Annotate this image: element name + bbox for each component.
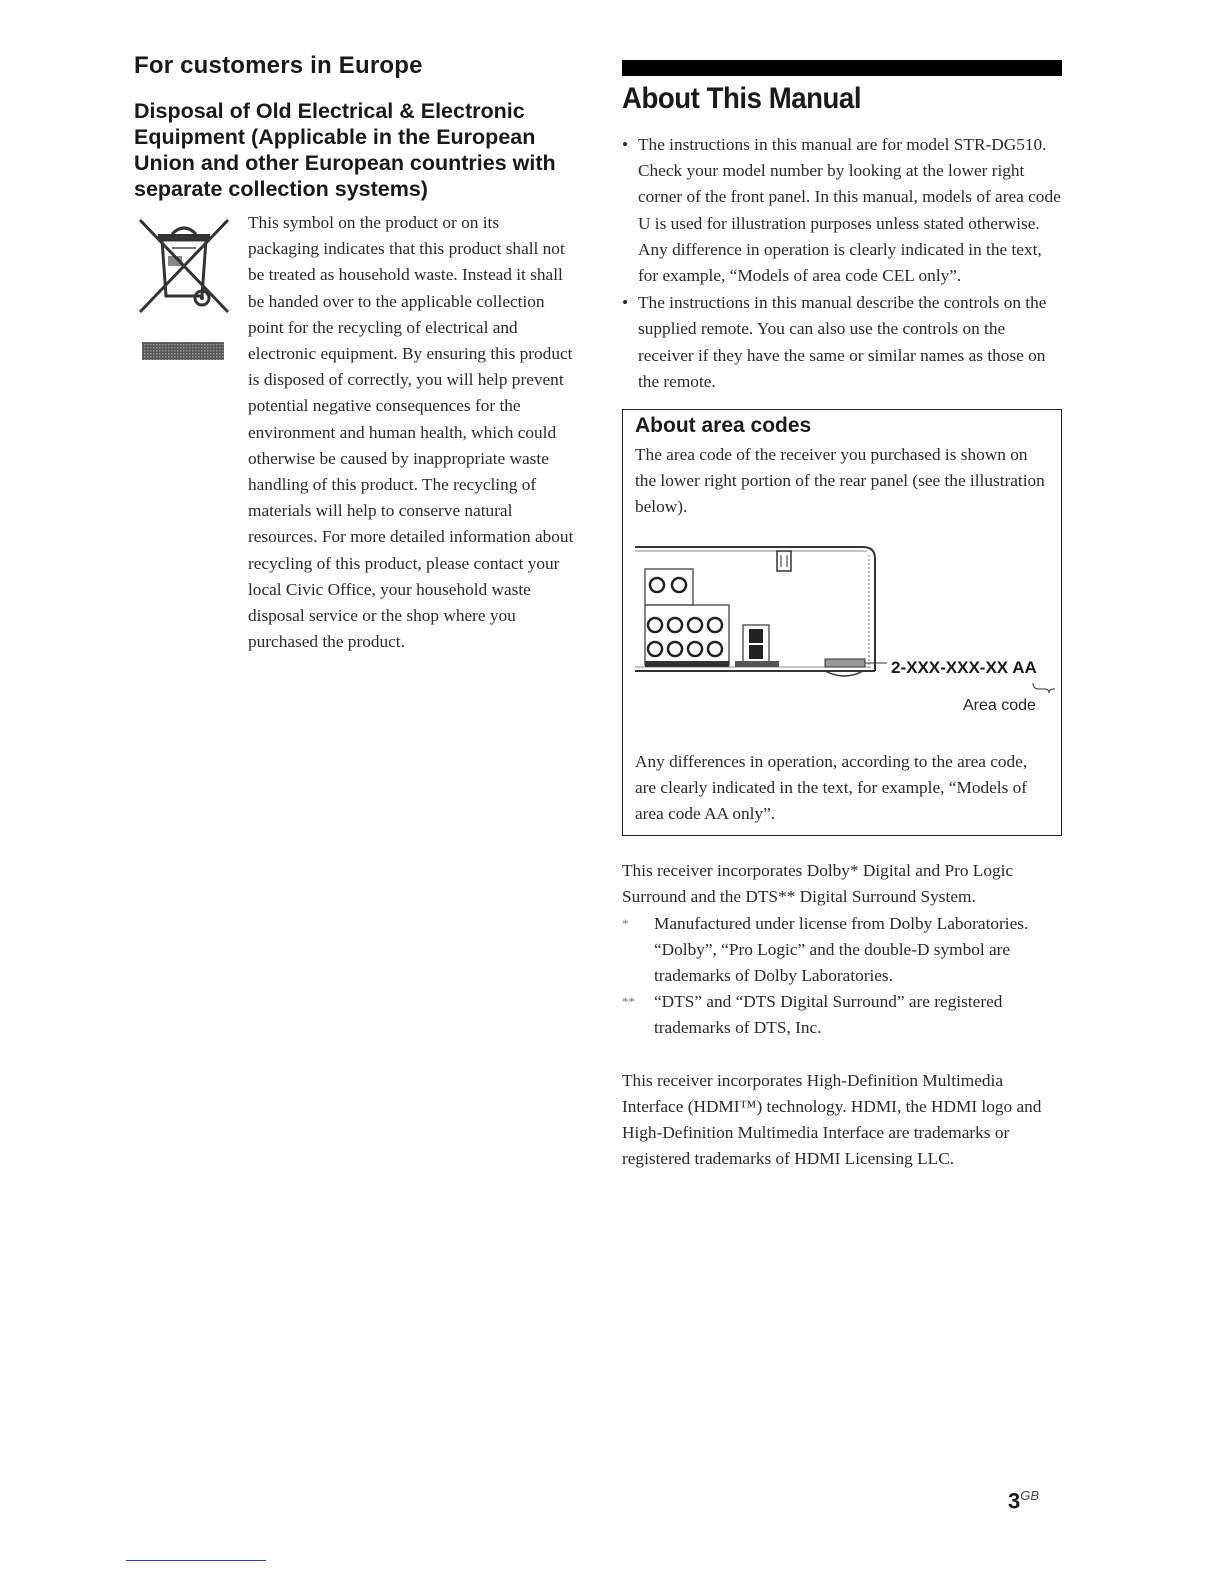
crossed-out-wheelie-bin-icon (132, 212, 236, 362)
area-codes-outro: Any differences in operation, according to the area code, are clearly indicated in the text, for example, “Models of area code AA only”. (635, 751, 1028, 824)
hdmi-section (622, 1068, 1062, 1173)
bullet-mark: • (622, 293, 629, 313)
area-code-label: Area code (963, 696, 1036, 714)
footnote-mark: ** (622, 994, 635, 1010)
footnote-1-cont: “Dolby”, “Pro Logic” and the double-D symbol are trademarks of Dolby Laboratories. (654, 939, 1011, 986)
title-rule (622, 60, 1062, 76)
dolby-section (622, 858, 1062, 1041)
disposal-heading: Disposal of Old Electrical & Electronic Equipment (Applicable in the European Union and other European countries with separate collection systems) (134, 99, 556, 201)
bottom-rule (126, 1560, 266, 1561)
footnote-text: “DTS” and “DTS Digital Surround” are registered trademarks of DTS, Inc. (654, 992, 1003, 1038)
area-codes-box (622, 409, 1062, 836)
page-title: About This Manual (622, 82, 862, 115)
footnote-2 (622, 989, 1062, 1041)
footnote-mark: * (622, 915, 629, 931)
left-column (134, 52, 574, 655)
bullet-text: The instructions in this manual describe the controls on the supplied remote. You can also use the controls on the receiver if they have the same or similar names as those on the remote. (638, 293, 1047, 391)
dolby-intro: This receiver incorporates Dolby* Digital and Pro Logic Surround and the DTS** Digital Surround System. (622, 861, 1014, 907)
bullet-text: The instructions in this manual are for model STR-DG510. Check your model number by looking at the lower right corner of the front panel. In this manual, models of area code U is used for illustration purposes unless stated otherwise. Any difference in operation is clearly indicated in the text, for example, “Models of area code CEL only”. (638, 135, 1061, 286)
disposal-section (134, 210, 574, 655)
area-codes-title: About area codes (635, 414, 812, 438)
model-code: 2-XXX-XXX-XX AA (891, 657, 1037, 677)
area-codes-intro: The area code of the receiver you purchased is shown on the lower right portion of the rear panel (see the illustration below). (635, 445, 1045, 517)
page-number (1008, 1488, 1039, 1514)
disposal-text: This symbol on the product or on its packaging indicates that this product shall not be treated as household waste. Instead it shall be handed over to the applicable collection point for the recycling of electrical and electronic equipment. By ensuring this product is disposed of correctly, you will help prevent potential negative consequences for the environment and human health, which could otherwise be caused by inappropriate waste handling of this product. The recycling of materials will help to conserve natural resources. For more detailed information about recycling of this product, please contact your local Civic Office, your household waste disposal service or the shop where you purchased the product. (248, 213, 574, 652)
hdmi-text: This receiver incorporates High-Definition Multimedia Interface (HDMI™) technology. HDMI, the HDMI logo and High-Definition Multimedia Interface are trademarks or registered trademarks of HDMI Licensing LLC. (622, 1070, 1042, 1169)
page-number-suffix: GB (1020, 1488, 1040, 1503)
page-number-digit: 3 (1008, 1488, 1021, 1514)
bullet-mark: • (622, 135, 629, 154)
right-column (622, 60, 1062, 1172)
section-title: For customers in Europe (134, 52, 423, 79)
manual-bullets (622, 132, 1062, 395)
list-item (622, 290, 1062, 395)
footnote-text: Manufactured under license from Dolby Laboratories. (654, 913, 1029, 933)
rear-panel-illustration (635, 539, 1051, 739)
list-item (622, 132, 1062, 289)
footnote-1 (622, 911, 1062, 937)
